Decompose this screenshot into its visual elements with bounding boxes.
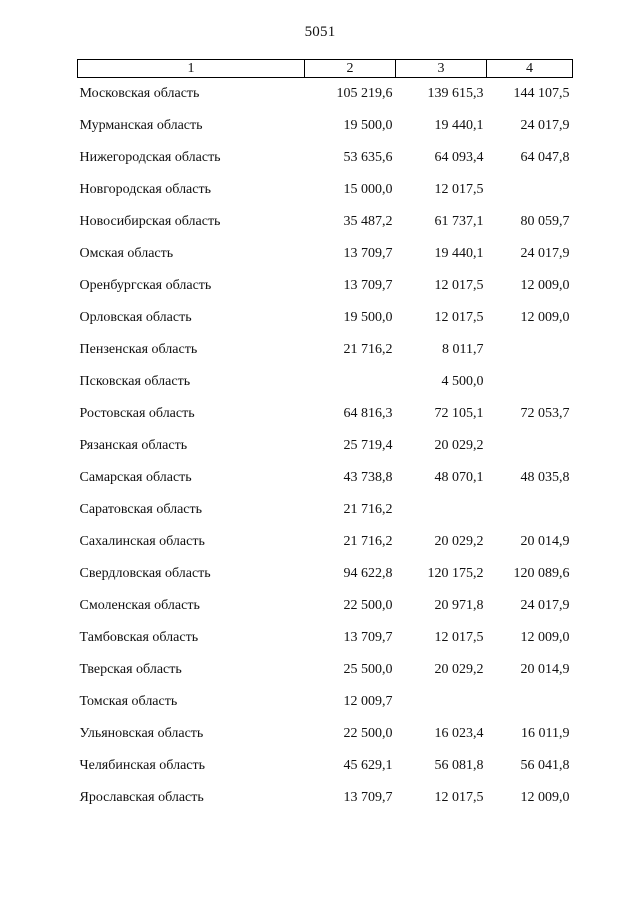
value-cell-col-3: 120 175,2 — [427, 566, 484, 581]
value-cell-col-4: 12 009,0 — [520, 310, 570, 325]
value-cell-col-3: 12 017,5 — [434, 790, 484, 805]
value-cell-col-4: 24 017,9 — [520, 598, 570, 613]
region-name-cell: Смоленская область — [79, 598, 200, 613]
value-cell-col-3: 12 017,5 — [434, 630, 484, 645]
table-row — [78, 206, 573, 238]
value-cell-col-4 — [487, 430, 573, 462]
region-name-cell: Пензенская область — [79, 342, 198, 357]
value-cell-col-3: 19 440,1 — [434, 246, 484, 261]
table-row — [78, 238, 573, 270]
value-cell-col-4 — [487, 334, 573, 366]
value-cell-col-2: 21 716,2 — [343, 342, 393, 357]
region-name-cell: Ростовская область — [79, 406, 195, 421]
value-cell-col-2: 13 709,7 — [343, 278, 393, 293]
table-row — [78, 494, 573, 526]
header-cell-col-4: 4 — [487, 60, 573, 78]
value-cell-col-4: 144 107,5 — [513, 86, 570, 101]
region-name-cell: Тамбовская область — [79, 630, 199, 645]
region-name-cell: Новосибирская область — [79, 214, 221, 229]
value-cell-col-3: 20 971,8 — [434, 598, 484, 613]
value-cell-col-3: 61 737,1 — [434, 214, 484, 229]
value-cell-col-4: 24 017,9 — [520, 246, 570, 261]
value-cell-col-4: 64 047,8 — [520, 150, 570, 165]
region-name-cell: Оренбургская область — [79, 278, 212, 293]
region-name-cell: Сахалинская область — [79, 534, 205, 549]
region-name-cell: Ульяновская область — [79, 726, 204, 741]
region-name-cell: Орловская область — [79, 310, 192, 325]
value-cell-col-2: 19 500,0 — [343, 310, 393, 325]
value-cell-col-2: 12 009,7 — [343, 694, 393, 709]
table-row — [78, 654, 573, 686]
header-row — [78, 60, 573, 78]
value-cell-col-2: 43 738,8 — [343, 470, 393, 485]
header-cell-col-2: 2 — [305, 60, 396, 78]
region-name-cell: Омская область — [79, 246, 174, 261]
region-name-cell: Тверская область — [79, 662, 182, 677]
value-cell-col-2: 105 219,6 — [336, 86, 393, 101]
table-row — [78, 558, 573, 590]
value-cell-col-2: 21 716,2 — [343, 534, 393, 549]
value-cell-col-2: 64 816,3 — [343, 406, 393, 421]
value-cell-col-3: 12 017,5 — [434, 278, 484, 293]
value-cell-col-4: 24 017,9 — [520, 118, 570, 133]
value-cell-col-3: 20 029,2 — [434, 662, 484, 677]
table-header — [78, 60, 573, 78]
data-table — [77, 59, 573, 814]
region-name-cell: Свердловская область — [79, 566, 211, 581]
table-row — [78, 174, 573, 206]
value-cell-col-3: 48 070,1 — [434, 470, 484, 485]
value-cell-col-3: 16 023,4 — [434, 726, 484, 741]
value-cell-col-2: 15 000,0 — [343, 182, 393, 197]
table-row — [78, 142, 573, 174]
value-cell-col-4 — [487, 686, 573, 718]
region-name-cell: Ярославская область — [79, 790, 204, 805]
value-cell-col-4: 20 014,9 — [520, 662, 570, 677]
value-cell-col-3: 19 440,1 — [434, 118, 484, 133]
value-cell-col-2: 45 629,1 — [343, 758, 393, 773]
value-cell-col-3: 20 029,2 — [434, 534, 484, 549]
region-name-cell: Мурманская область — [79, 118, 203, 133]
value-cell-col-4: 48 035,8 — [520, 470, 570, 485]
value-cell-col-4: 16 011,9 — [521, 726, 570, 741]
region-name-cell: Московская область — [79, 86, 200, 101]
value-cell-col-4: 120 089,6 — [513, 566, 570, 581]
region-name-cell: Рязанская область — [79, 438, 188, 453]
value-cell-col-4: 12 009,0 — [520, 790, 570, 805]
value-cell-col-4: 72 053,7 — [520, 406, 570, 421]
value-cell-col-2: 13 709,7 — [343, 630, 393, 645]
value-cell-col-3: 64 093,4 — [434, 150, 484, 165]
table-row — [78, 462, 573, 494]
region-name-cell: Новгородская область — [79, 182, 211, 197]
value-cell-col-2: 25 719,4 — [343, 438, 393, 453]
table-row — [78, 622, 573, 654]
table-row — [78, 270, 573, 302]
value-cell-col-3: 12 017,5 — [434, 182, 484, 197]
value-cell-col-2: 13 709,7 — [343, 246, 393, 261]
header-cell-col-1: 1 — [78, 60, 305, 78]
table-row — [78, 334, 573, 366]
value-cell-col-2: 13 709,7 — [343, 790, 393, 805]
table-row — [78, 110, 573, 142]
value-cell-col-3: 4 500,0 — [441, 374, 484, 389]
value-cell-col-2: 53 635,6 — [343, 150, 393, 165]
page-number: 5051 — [304, 24, 336, 40]
table-row — [78, 590, 573, 622]
header-cell-col-3: 3 — [396, 60, 487, 78]
value-cell-col-3: 139 615,3 — [427, 86, 484, 101]
table-row — [78, 366, 573, 398]
value-cell-col-4: 80 059,7 — [520, 214, 570, 229]
region-name-cell: Саратовская область — [79, 502, 203, 517]
value-cell-col-2: 22 500,0 — [343, 598, 393, 613]
region-name-cell: Челябинская область — [79, 758, 205, 773]
value-cell-col-4: 20 014,9 — [520, 534, 570, 549]
value-cell-col-2: 19 500,0 — [343, 118, 393, 133]
region-name-cell: Самарская область — [79, 470, 192, 485]
table-body — [78, 78, 573, 815]
region-name-cell: Нижегородская область — [79, 150, 221, 165]
value-cell-col-3: 20 029,2 — [434, 438, 484, 453]
value-cell-col-3: 72 105,1 — [434, 406, 484, 421]
value-cell-col-4 — [487, 494, 573, 526]
value-cell-col-4: 12 009,0 — [520, 278, 570, 293]
region-name-cell: Томская область — [79, 694, 178, 709]
table-row — [78, 78, 573, 111]
value-cell-col-2: 21 716,2 — [343, 502, 393, 517]
table-row — [78, 302, 573, 334]
table-row — [78, 782, 573, 814]
table-row — [78, 686, 573, 718]
table-row — [78, 750, 573, 782]
value-cell-col-2: 94 622,8 — [343, 566, 393, 581]
value-cell-col-2 — [305, 366, 396, 398]
value-cell-col-4 — [487, 366, 573, 398]
region-name-cell: Псковская область — [79, 374, 191, 389]
value-cell-col-3: 12 017,5 — [434, 310, 484, 325]
value-cell-col-3: 56 081,8 — [434, 758, 484, 773]
value-cell-col-3 — [396, 494, 487, 526]
value-cell-col-2: 25 500,0 — [343, 662, 393, 677]
value-cell-col-4: 12 009,0 — [520, 630, 570, 645]
table-row — [78, 718, 573, 750]
value-cell-col-2: 35 487,2 — [343, 214, 393, 229]
value-cell-col-4: 56 041,8 — [520, 758, 570, 773]
table-row — [78, 430, 573, 462]
table-row — [78, 526, 573, 558]
value-cell-col-3: 8 011,7 — [442, 342, 484, 357]
value-cell-col-3 — [396, 686, 487, 718]
table-row — [78, 398, 573, 430]
value-cell-col-4 — [487, 174, 573, 206]
value-cell-col-2: 22 500,0 — [343, 726, 393, 741]
